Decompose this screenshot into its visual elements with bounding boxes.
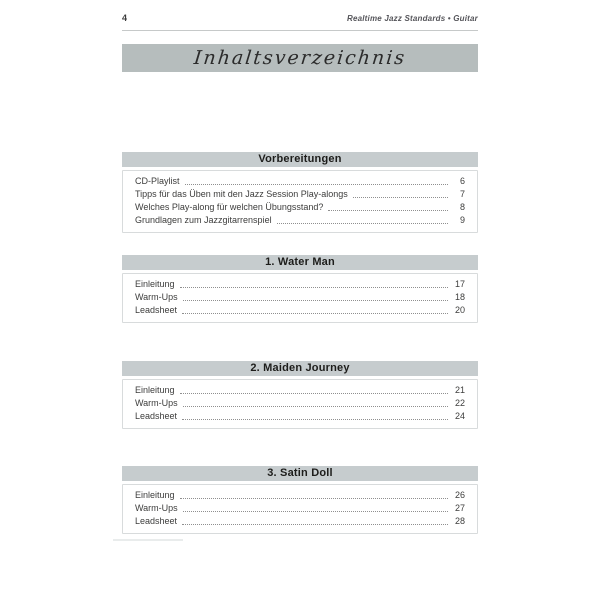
toc-entry <box>135 214 465 227</box>
section-title-bar: 1. Water Man <box>122 255 478 270</box>
toc-entry-page: 17 <box>454 279 465 289</box>
page-number: 4 <box>122 13 128 23</box>
toc-entry-page: 7 <box>459 189 465 199</box>
toc-entry-label: Tipps für das Üben mit den Jazz Session Play-alongs <box>135 189 348 199</box>
toc-title: Inhaltsverzeichnis <box>192 47 408 69</box>
toc-entry-label: Einleitung <box>135 385 175 395</box>
section-title-bar: 3. Satin Doll <box>122 466 478 481</box>
dotted-leader <box>183 406 448 407</box>
toc-entry-label: Warm-Ups <box>135 398 178 408</box>
toc-entry-label: Einleitung <box>135 490 175 500</box>
book-title: Realtime Jazz Standards • Guitar <box>346 14 478 23</box>
toc-entry-page: 18 <box>454 292 465 302</box>
section-entries-box <box>122 273 478 323</box>
toc-entry-label: Leadsheet <box>135 516 178 526</box>
dotted-leader <box>182 524 448 525</box>
toc-entry-label: Leadsheet <box>135 411 178 421</box>
toc-banner <box>122 44 478 72</box>
toc-entry-page: 28 <box>454 516 465 526</box>
toc-entry-page: 9 <box>459 215 465 225</box>
toc-entry-label: Warm-Ups <box>135 503 178 513</box>
toc-entry-page: 20 <box>454 305 465 315</box>
dotted-leader <box>185 184 448 185</box>
toc-entry-label: Einleitung <box>135 279 175 289</box>
toc-entry-page: 6 <box>459 176 465 186</box>
toc-entry <box>135 175 465 188</box>
section-vorbereitungen <box>122 152 478 233</box>
toc-entry-label: CD-Playlist <box>135 176 180 186</box>
toc-entry <box>135 278 465 291</box>
toc-entry-page: 21 <box>454 385 465 395</box>
toc-entry-label: Leadsheet <box>135 305 178 315</box>
dotted-leader <box>183 511 448 512</box>
dotted-leader <box>180 498 448 499</box>
toc-entry <box>135 304 465 317</box>
section-title-bar: 2. Maiden Journey <box>122 361 478 376</box>
toc-entry-page: 8 <box>459 202 465 212</box>
section-entries-box <box>122 484 478 534</box>
toc-entry-page: 27 <box>454 503 465 513</box>
toc-entry <box>135 397 465 410</box>
toc-entry-page: 22 <box>454 398 465 408</box>
dotted-leader <box>180 287 448 288</box>
toc-entry <box>135 515 465 528</box>
toc-entry <box>135 188 465 201</box>
dotted-leader <box>277 223 448 224</box>
toc-entry <box>135 291 465 304</box>
toc-entry <box>135 384 465 397</box>
scan-artifact <box>113 539 183 541</box>
section-entries-box <box>122 170 478 233</box>
section-satin-doll <box>122 466 478 534</box>
section-title-bar: Vorbereitungen <box>122 152 478 167</box>
toc-entry-page: 24 <box>454 411 465 421</box>
dotted-leader <box>180 393 448 394</box>
dotted-leader <box>353 197 448 198</box>
toc-entry-label: Welches Play-along für welchen Übungsstand? <box>135 202 324 212</box>
section-water-man <box>122 255 478 323</box>
toc-entry-label: Warm-Ups <box>135 292 178 302</box>
running-header <box>122 13 478 23</box>
toc-entry <box>135 502 465 515</box>
dotted-leader <box>182 313 448 314</box>
section-maiden-journey <box>122 361 478 429</box>
toc-entry-page: 26 <box>454 490 465 500</box>
dotted-leader <box>183 300 448 301</box>
header-rule <box>122 30 478 31</box>
toc-entry <box>135 489 465 502</box>
toc-entry-label: Grundlagen zum Jazzgitarrenspiel <box>135 215 272 225</box>
dotted-leader <box>182 419 448 420</box>
toc-entry <box>135 410 465 423</box>
toc-entry <box>135 201 465 214</box>
dotted-leader <box>328 210 448 211</box>
section-entries-box <box>122 379 478 429</box>
